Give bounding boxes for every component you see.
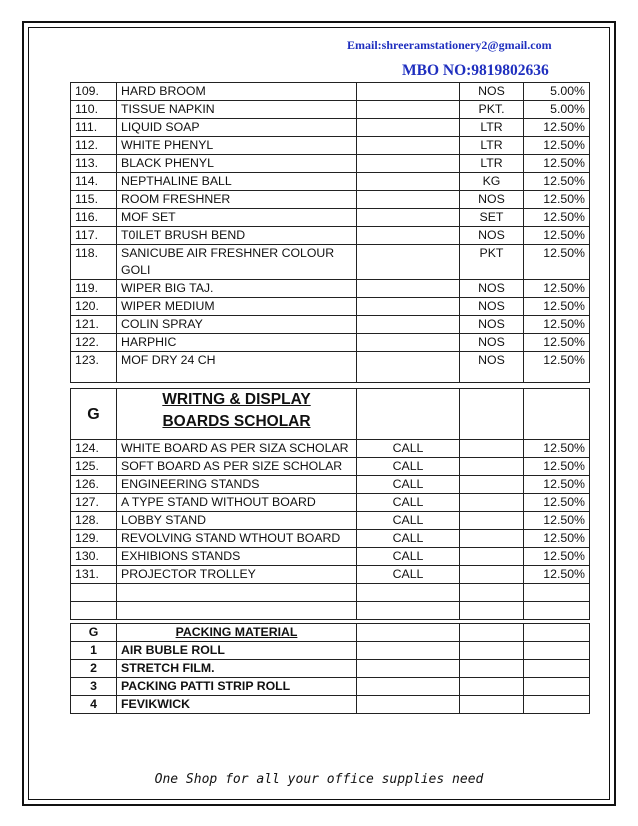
- item-name: HARPHIC: [117, 334, 357, 352]
- item-tax-rate: 5.00%: [524, 83, 590, 101]
- item-tax-rate: 12.50%: [524, 227, 590, 245]
- section-id: G: [71, 389, 117, 440]
- table-row: [71, 352, 590, 383]
- item-unit: LTR: [460, 155, 524, 173]
- empty-cell: [524, 624, 590, 642]
- empty-cell: [524, 642, 590, 660]
- item-note: [357, 137, 460, 155]
- item-number: 2: [71, 660, 117, 678]
- item-tax-rate: 12.50%: [524, 155, 590, 173]
- item-tax-rate: 12.50%: [524, 316, 590, 334]
- item-note: [357, 83, 460, 101]
- item-name: TISSUE NAPKIN: [117, 101, 357, 119]
- item-note: [357, 227, 460, 245]
- item-tax-rate: 12.50%: [524, 548, 590, 566]
- item-unit: NOS: [460, 191, 524, 209]
- item-unit: PKT.: [460, 101, 524, 119]
- item-unit: [460, 548, 524, 566]
- item-tax-rate: 12.50%: [524, 352, 590, 383]
- item-number: 131.: [71, 566, 117, 584]
- item-name: LOBBY STAND: [117, 512, 357, 530]
- item-tax-rate: 12.50%: [524, 334, 590, 352]
- item-name: NEPTHALINE BALL: [117, 173, 357, 191]
- item-unit: [460, 458, 524, 476]
- item-name: STRETCH FILM.: [117, 660, 357, 678]
- empty-cell: [460, 389, 524, 440]
- empty-cell: [524, 389, 590, 440]
- footer-tagline: One Shop for all your office supplies need: [154, 772, 484, 787]
- table-row: [71, 678, 590, 696]
- item-unit: SET: [460, 209, 524, 227]
- item-tax-rate: 12.50%: [524, 137, 590, 155]
- item-note: CALL: [357, 530, 460, 548]
- item-name: MOF SET: [117, 209, 357, 227]
- item-unit: LTR: [460, 119, 524, 137]
- item-name: WHITE PHENYL: [117, 137, 357, 155]
- empty-cell: [460, 678, 524, 696]
- item-note: CALL: [357, 440, 460, 458]
- empty-cell: [460, 602, 524, 620]
- email-text: Email:shreeramstationery2@gmail.com: [347, 38, 552, 52]
- item-note: CALL: [357, 458, 460, 476]
- item-unit: NOS: [460, 83, 524, 101]
- empty-row: [71, 602, 590, 620]
- item-tax-rate: 12.50%: [524, 476, 590, 494]
- empty-cell: [357, 584, 460, 602]
- table-row: [71, 101, 590, 119]
- table-row: [71, 137, 590, 155]
- item-name: SOFT BOARD AS PER SIZE SCHOLAR: [117, 458, 357, 476]
- table-row: [71, 476, 590, 494]
- item-number: 121.: [71, 316, 117, 334]
- item-number: 123.: [71, 352, 117, 383]
- item-name: LIQUID SOAP: [117, 119, 357, 137]
- item-note: [357, 209, 460, 227]
- table-row: [71, 440, 590, 458]
- item-note: CALL: [357, 548, 460, 566]
- item-tax-rate: 5.00%: [524, 101, 590, 119]
- item-tax-rate: 12.50%: [524, 191, 590, 209]
- empty-cell: [460, 584, 524, 602]
- item-number: 110.: [71, 101, 117, 119]
- empty-cell: [524, 584, 590, 602]
- item-number: 120.: [71, 298, 117, 316]
- item-tax-rate: 12.50%: [524, 512, 590, 530]
- item-unit: [460, 440, 524, 458]
- item-name: SANICUBE AIR FRESHNER COLOUR GOLI: [117, 245, 357, 280]
- item-unit: PKT: [460, 245, 524, 280]
- table-row: [71, 209, 590, 227]
- item-note: [357, 119, 460, 137]
- table-row: [71, 548, 590, 566]
- item-number: 118.: [71, 245, 117, 280]
- item-note: CALL: [357, 512, 460, 530]
- item-number: 119.: [71, 280, 117, 298]
- item-note: CALL: [357, 566, 460, 584]
- item-note: [357, 155, 460, 173]
- item-number: 112.: [71, 137, 117, 155]
- section-title-line2: BOARDS SCHOLAR: [162, 413, 311, 430]
- item-tax-rate: 12.50%: [524, 298, 590, 316]
- table-row: [71, 334, 590, 352]
- table-row: [71, 191, 590, 209]
- item-note: CALL: [357, 494, 460, 512]
- item-number: 109.: [71, 83, 117, 101]
- empty-cell: [357, 389, 460, 440]
- empty-cell: [357, 660, 460, 678]
- empty-cell: [524, 696, 590, 714]
- item-unit: NOS: [460, 298, 524, 316]
- empty-cell: [357, 624, 460, 642]
- item-tax-rate: 12.50%: [524, 119, 590, 137]
- item-unit: NOS: [460, 334, 524, 352]
- item-name: WHITE BOARD AS PER SIZA SCHOLAR: [117, 440, 357, 458]
- empty-cell: [357, 678, 460, 696]
- item-name: PACKING PATTI STRIP ROLL: [117, 678, 357, 696]
- item-tax-rate: 12.50%: [524, 173, 590, 191]
- empty-row: [71, 584, 590, 602]
- table-row: [71, 458, 590, 476]
- empty-cell: [357, 642, 460, 660]
- section-title: PACKING MATERIAL: [117, 624, 357, 642]
- table-row: [71, 280, 590, 298]
- item-name: HARD BROOM: [117, 83, 357, 101]
- packing-section-header: [71, 624, 590, 642]
- item-unit: [460, 566, 524, 584]
- item-unit: NOS: [460, 352, 524, 383]
- table-row: [71, 316, 590, 334]
- item-name: AIR BUBLE ROLL: [117, 642, 357, 660]
- section-title: [117, 389, 357, 440]
- item-number: 111.: [71, 119, 117, 137]
- item-number: 124.: [71, 440, 117, 458]
- item-number: 128.: [71, 512, 117, 530]
- item-tax-rate: 12.50%: [524, 530, 590, 548]
- table-row: [71, 660, 590, 678]
- item-note: [357, 280, 460, 298]
- item-number: 129.: [71, 530, 117, 548]
- item-tax-rate: 12.50%: [524, 440, 590, 458]
- item-number: 3: [71, 678, 117, 696]
- table-row: [71, 83, 590, 101]
- section-id: G: [71, 624, 117, 642]
- item-name: ROOM FRESHNER: [117, 191, 357, 209]
- item-tax-rate: 12.50%: [524, 245, 590, 280]
- item-name: EXHIBIONS STANDS: [117, 548, 357, 566]
- item-unit: [460, 494, 524, 512]
- item-number: 130.: [71, 548, 117, 566]
- section-title-line1: WRITNG & DISPLAY: [162, 391, 311, 408]
- item-note: [357, 101, 460, 119]
- table-row: [71, 494, 590, 512]
- empty-cell: [357, 602, 460, 620]
- item-name: T0ILET BRUSH BEND: [117, 227, 357, 245]
- item-name: ENGINEERING STANDS: [117, 476, 357, 494]
- item-number: 127.: [71, 494, 117, 512]
- table-row: [71, 155, 590, 173]
- empty-cell: [117, 584, 357, 602]
- item-note: [357, 191, 460, 209]
- empty-cell: [524, 678, 590, 696]
- item-tax-rate: 12.50%: [524, 280, 590, 298]
- item-name: FEVIKWICK: [117, 696, 357, 714]
- item-tax-rate: 12.50%: [524, 209, 590, 227]
- item-note: [357, 298, 460, 316]
- boards-table: [70, 388, 590, 620]
- item-tax-rate: 12.50%: [524, 566, 590, 584]
- item-tax-rate: 12.50%: [524, 458, 590, 476]
- item-unit: NOS: [460, 280, 524, 298]
- empty-cell: [460, 624, 524, 642]
- item-unit: LTR: [460, 137, 524, 155]
- cleaning-items-table: [70, 82, 590, 383]
- item-number: 115.: [71, 191, 117, 209]
- item-note: [357, 352, 460, 383]
- item-unit: [460, 512, 524, 530]
- table-row: [71, 245, 590, 280]
- table-row: [71, 512, 590, 530]
- table-row: [71, 566, 590, 584]
- empty-cell: [71, 602, 117, 620]
- empty-cell: [117, 602, 357, 620]
- item-unit: NOS: [460, 316, 524, 334]
- empty-cell: [357, 696, 460, 714]
- table-row: [71, 119, 590, 137]
- boards-section-header: [71, 389, 590, 440]
- item-name: A TYPE STAND WITHOUT BOARD: [117, 494, 357, 512]
- table-row: [71, 530, 590, 548]
- empty-cell: [460, 642, 524, 660]
- item-unit: [460, 476, 524, 494]
- item-name: COLIN SPRAY: [117, 316, 357, 334]
- item-number: 1: [71, 642, 117, 660]
- item-note: [357, 334, 460, 352]
- item-note: [357, 173, 460, 191]
- item-unit: [460, 530, 524, 548]
- item-number: 4: [71, 696, 117, 714]
- item-note: [357, 245, 460, 280]
- item-name: WIPER BIG TAJ.: [117, 280, 357, 298]
- item-note: [357, 316, 460, 334]
- item-unit: NOS: [460, 227, 524, 245]
- item-name: WIPER MEDIUM: [117, 298, 357, 316]
- item-name: MOF DRY 24 CH: [117, 352, 357, 383]
- table-row: [71, 696, 590, 714]
- item-name: BLACK PHENYL: [117, 155, 357, 173]
- item-number: 126.: [71, 476, 117, 494]
- item-number: 117.: [71, 227, 117, 245]
- empty-cell: [460, 660, 524, 678]
- table-row: [71, 173, 590, 191]
- empty-cell: [460, 696, 524, 714]
- item-number: 114.: [71, 173, 117, 191]
- empty-cell: [524, 602, 590, 620]
- item-number: 125.: [71, 458, 117, 476]
- empty-cell: [71, 584, 117, 602]
- item-number: 116.: [71, 209, 117, 227]
- item-name: REVOLVING STAND WTHOUT BOARD: [117, 530, 357, 548]
- mbo-number: MBO NO:9819802636: [402, 62, 549, 79]
- item-note: CALL: [357, 476, 460, 494]
- item-name: PROJECTOR TROLLEY: [117, 566, 357, 584]
- empty-cell: [524, 660, 590, 678]
- item-number: 113.: [71, 155, 117, 173]
- item-unit: KG: [460, 173, 524, 191]
- item-number: 122.: [71, 334, 117, 352]
- packing-table: [70, 623, 590, 714]
- table-row: [71, 298, 590, 316]
- table-row: [71, 642, 590, 660]
- item-tax-rate: 12.50%: [524, 494, 590, 512]
- table-row: [71, 227, 590, 245]
